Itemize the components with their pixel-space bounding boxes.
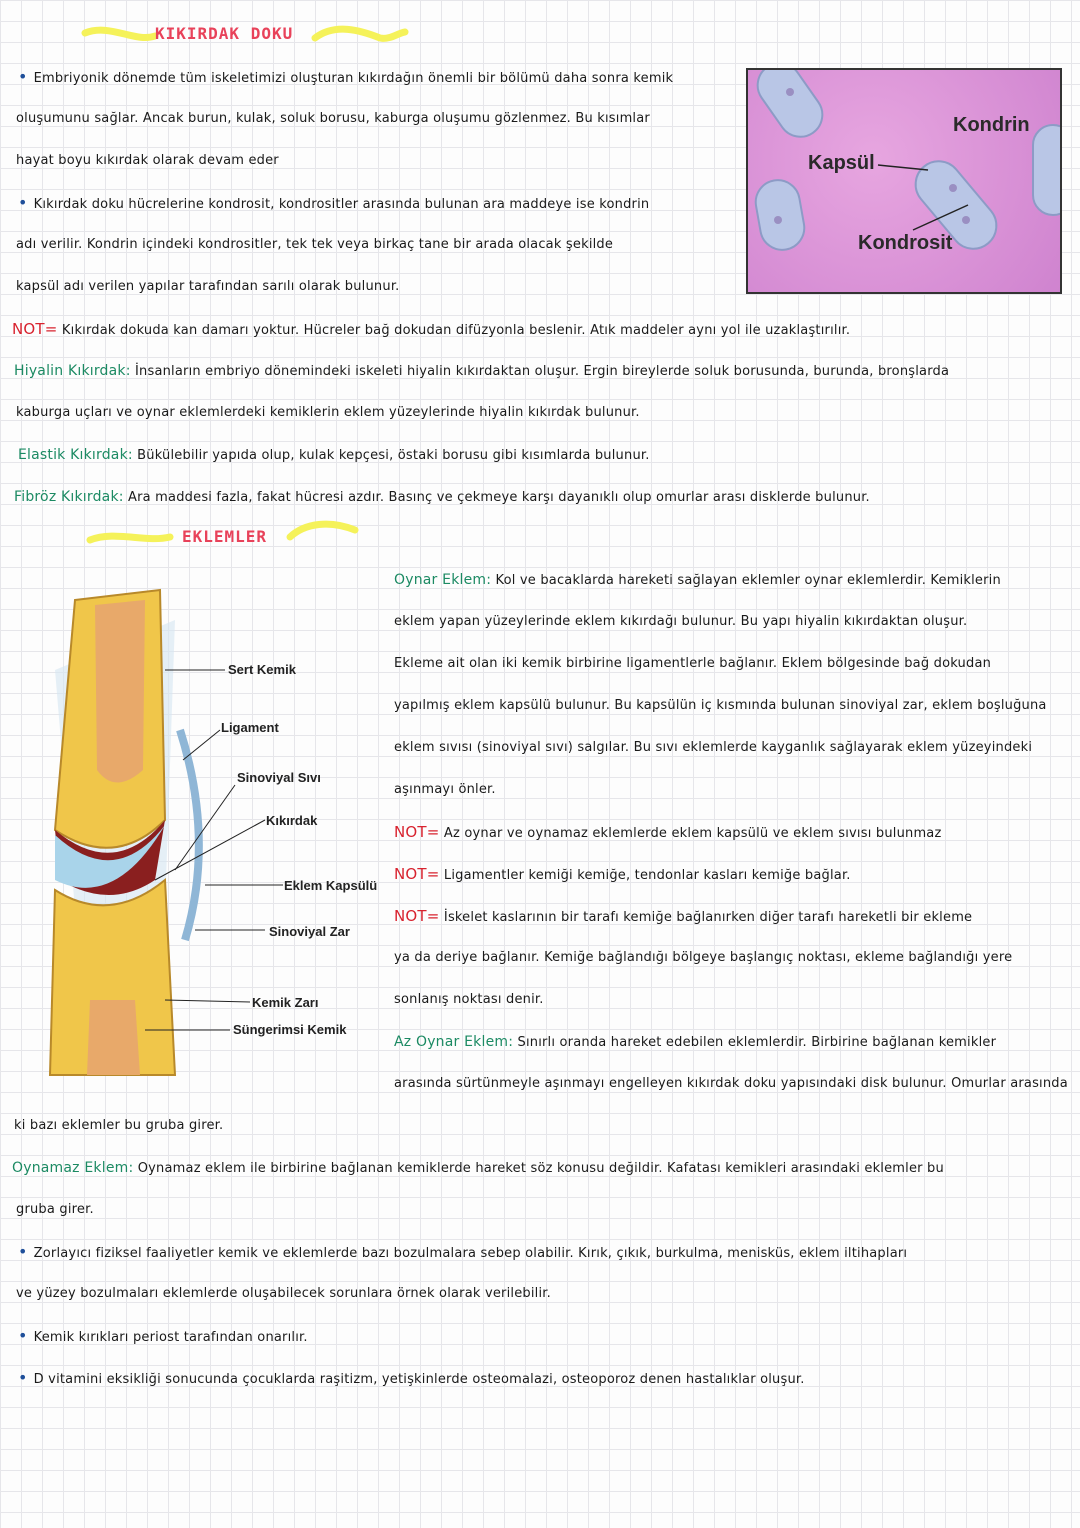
line-text: Bükülebilir yapıda olup, kulak kepçesi, östaki borusu gibi kısımlarda bulunur. <box>137 448 650 463</box>
term-label: Az Oynar Eklem: <box>394 1034 514 1050</box>
line-text: hayat boyu kıkırdak olarak devam eder <box>16 153 279 168</box>
note-line <box>18 445 650 466</box>
note-line <box>18 1368 805 1390</box>
term-label: Hiyalin Kıkırdak: <box>14 363 131 379</box>
line-text: Zorlayıcı fiziksel faaliyetler kemik ve eklemlerde bazı bozulmalara sebep olabilir. Kırık, çıkık, burkulma, menisküs, eklem iltihapları <box>33 1246 908 1261</box>
label-sungerimsi-kemik: Süngerimsi Kemik <box>233 1022 347 1037</box>
line-text: adı verilir. Kondrin içindeki kondrositler, tek tek veya birkaç tane bir arada olacak şekilde <box>16 237 614 252</box>
note-line <box>394 906 972 928</box>
bullet-icon: • <box>18 193 28 212</box>
note-line <box>394 570 1001 591</box>
note-line <box>394 864 851 886</box>
bullet-icon: • <box>18 1326 28 1345</box>
note-line <box>18 1326 308 1348</box>
line-text: Oynamaz eklem ile birbirine bağlanan kemiklerde hareket söz konusu değildir. Kafatası kemikleri arasındaki eklemler bu <box>137 1161 944 1176</box>
term-label: Oynar Eklem: <box>394 572 492 588</box>
label-kikirdak: Kıkırdak <box>266 813 318 828</box>
label-kondrosit: Kondrosit <box>858 232 953 254</box>
term-label: Fibröz Kıkırdak: <box>14 489 124 505</box>
line-text: Sınırlı oranda hareket edebilen eklemlerdir. Birbirine bağlanan kemikler <box>517 1035 997 1050</box>
note-line <box>16 277 400 297</box>
note-label: NOT= <box>394 823 440 841</box>
bullet-icon: • <box>18 67 28 86</box>
note-line <box>16 403 640 423</box>
label-sert-kemik: Sert Kemik <box>228 662 296 677</box>
note-line <box>394 696 1047 716</box>
note-label: NOT= <box>12 320 58 338</box>
line-text: aşınmayı önler. <box>394 782 496 797</box>
line-text: ki bazı eklemler bu gruba girer. <box>14 1118 224 1133</box>
note-line <box>394 738 1032 758</box>
note-line <box>394 822 942 844</box>
note-line <box>16 235 613 255</box>
line-text: arasında sürtünmeyle aşınmayı engelleyen kıkırdak doku yapısındaki disk bulunur. Omurlar arasında <box>394 1076 1068 1091</box>
line-text: gruba girer. <box>16 1202 94 1217</box>
note-line <box>394 780 496 800</box>
bullet-icon: • <box>18 1368 28 1387</box>
section-title-kikirdak-doku: KIKIRDAK DOKU <box>155 24 294 43</box>
line-text: ya da deriye bağlanır. Kemiğe bağlandığı bölgeye başlangıç noktası, ekleme bağlandığı yere <box>394 950 1013 965</box>
term-label: Oynamaz Eklem: <box>12 1160 134 1176</box>
note-line <box>394 1074 1068 1094</box>
label-sinoviyal-zar: Sinoviyal Zar <box>269 924 350 939</box>
note-line <box>16 109 650 129</box>
note-line <box>18 193 649 215</box>
label-eklem-kapsulu: Eklem Kapsülü <box>284 878 378 893</box>
line-text: D vitamini eksikliği sonucunda çocuklarda raşitizm, yetişkinlerde osteomalazi, osteoporoz denen hastalıklar oluşur. <box>33 1372 805 1387</box>
section-title-eklemler: EKLEMLER <box>182 527 268 546</box>
note-line <box>394 990 544 1010</box>
line-text: Ekleme ait olan iki kemik birbirine ligamentlerle bağlanır. Eklem bölgesinde bağ dokudan <box>394 656 992 671</box>
label-kapsul: Kapsül <box>808 152 875 174</box>
note-line <box>16 1200 94 1220</box>
line-text: Kıkırdak doku hücrelerine kondrosit, kondrositler arasında bulunan ara maddeye ise kondrin <box>33 197 650 212</box>
line-text: ve yüzey bozulmaları eklemlerde oluşabilecek sorunlara örnek olarak verilebilir. <box>16 1286 551 1301</box>
note-line <box>394 654 991 674</box>
note-line <box>394 1032 996 1053</box>
line-text: Kemik kırıkları periost tarafından onarılır. <box>33 1330 308 1345</box>
line-text: kaburga uçları ve oynar eklemlerdeki kemiklerin eklem yüzeylerinde hiyalin kıkırdak bulunur. <box>16 405 640 420</box>
note-line <box>18 1242 907 1264</box>
note-line <box>14 487 870 508</box>
line-text: İnsanların embriyo dönemindeki iskeleti hiyalin kıkırdaktan oluşur. Ergin bireylerde soluk borusunda, burunda, bronşlarda <box>135 364 950 379</box>
note-line <box>16 1284 551 1304</box>
label-ligament: Ligament <box>221 720 279 735</box>
line-text: Kol ve bacaklarda hareketi sağlayan eklemler oynar eklemlerdir. Kemiklerin <box>495 573 1001 588</box>
label-kemik-zari: Kemik Zarı <box>252 995 319 1010</box>
line-text: eklem yapan yüzeylerinde eklem kıkırdağı bulunur. Bu yapı hiyalin kıkırdaktan oluşur. <box>394 614 968 629</box>
line-text: Ligamentler kemiği kemiğe, tendonlar kasları kemiğe bağlar. <box>443 868 851 883</box>
note-line <box>14 1116 223 1136</box>
line-text: sonlanış noktası denir. <box>394 992 544 1007</box>
line-text: eklem sıvısı (sinoviyal sıvı) salgılar. Bu sıvı eklemlerde kayganlık sağlayarak eklem yüzeyindeki <box>394 740 1033 755</box>
note-line <box>394 612 967 632</box>
note-line <box>394 948 1012 968</box>
line-text: kapsül adı verilen yapılar tarafından sarılı olarak bulunur. <box>16 279 400 294</box>
line-text: Az oynar ve oynamaz eklemlerde eklem kapsülü ve eklem sıvısı bulunmaz <box>443 826 942 841</box>
bullet-icon: • <box>18 1242 28 1261</box>
line-text: oluşumunu sağlar. Ancak burun, kulak, soluk borusu, kaburga oluşumu gözlenmez. Bu kısımlar <box>16 111 650 126</box>
line-text: Ara maddesi fazla, fakat hücresi azdır. Basınç ve çekmeye karşı dayanıklı olup omurlar arası disklerde bulunur. <box>128 490 870 505</box>
note-line <box>12 1158 944 1179</box>
line-text: İskelet kaslarının bir tarafı kemiğe bağlanırken diğer tarafı hareketli bir ekleme <box>443 910 973 925</box>
line-text: yapılmış eklem kapsülü bulunur. Bu kapsülün iç kısmında bulunan sinoviyal zar, eklem boşluğuna <box>394 698 1047 713</box>
line-text: Embriyonik dönemde tüm iskeletimizi oluşturan kıkırdağın önemli bir bölümü daha sonra kemik <box>33 71 674 86</box>
note-line <box>18 67 673 89</box>
line-text: Kıkırdak dokuda kan damarı yoktur. Hücreler bağ dokudan difüzyonla beslenir. Atık maddeler aynı yol ile uzaklaştırılır. <box>61 323 851 338</box>
note-line <box>16 151 279 171</box>
cartilage-micrograph <box>746 68 1062 294</box>
note-label: NOT= <box>394 865 440 883</box>
term-label: Elastik Kıkırdak: <box>18 447 133 463</box>
note-label: NOT= <box>394 907 440 925</box>
label-kondrin: Kondrin <box>953 114 1030 136</box>
note-line <box>12 319 850 341</box>
label-sinoviyal-sivi: Sinoviyal Sıvı <box>237 770 321 785</box>
note-line <box>14 361 949 382</box>
